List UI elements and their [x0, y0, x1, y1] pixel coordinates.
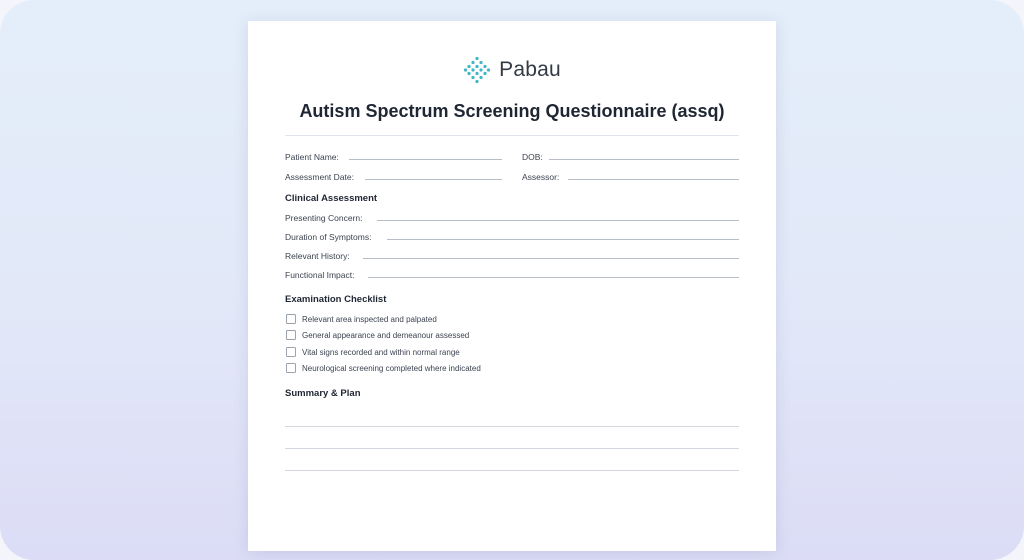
summary-plan-heading: Summary & Plan	[285, 388, 361, 399]
functional-impact-field[interactable]	[368, 277, 739, 278]
assessment-date-label: Assessment Date:	[285, 172, 354, 182]
duration-field[interactable]	[387, 239, 739, 240]
summary-line-3[interactable]	[285, 470, 739, 471]
functional-impact-label: Functional Impact:	[285, 270, 355, 280]
relevant-history-label: Relevant History:	[285, 251, 350, 261]
summary-line-1[interactable]	[285, 426, 739, 427]
form-title: Autism Spectrum Screening Questionnaire (assq)	[299, 101, 725, 121]
form-document	[248, 21, 776, 551]
brand-name: Pabau	[499, 58, 561, 81]
checkbox-vital-signs[interactable]	[286, 347, 296, 357]
assessment-date-field[interactable]	[365, 179, 502, 180]
relevant-history-field[interactable]	[363, 258, 739, 259]
presenting-concern-label: Presenting Concern:	[285, 213, 363, 223]
summary-line-2[interactable]	[285, 448, 739, 449]
assessor-field[interactable]	[568, 179, 739, 180]
assessor-label: Assessor:	[522, 172, 560, 182]
duration-label: Duration of Symptoms:	[285, 232, 372, 242]
pabau-logo-icon	[463, 56, 491, 84]
checkbox-area-inspected[interactable]	[286, 314, 296, 324]
brand-logo	[248, 55, 776, 85]
presenting-concern-field[interactable]	[377, 220, 739, 221]
patient-name-label: Patient Name:	[285, 152, 339, 162]
examination-checklist-heading: Examination Checklist	[285, 294, 387, 305]
checkbox-general-appearance[interactable]	[286, 330, 296, 340]
patient-name-field[interactable]	[349, 159, 502, 160]
checklist-item-area-inspected: Relevant area inspected and palpated	[302, 315, 437, 324]
dob-field[interactable]	[549, 159, 739, 160]
clinical-assessment-heading: Clinical Assessment	[285, 193, 378, 204]
checkbox-neurological[interactable]	[286, 363, 296, 373]
dob-label: DOB:	[522, 152, 543, 162]
checklist-item-vital-signs: Vital signs recorded and within normal range	[302, 348, 460, 357]
checklist-item-neurological: Neurological screening completed where indicated	[302, 364, 481, 373]
checklist-item-general-appearance: General appearance and demeanour assessed	[302, 331, 470, 340]
title-divider	[285, 135, 739, 136]
